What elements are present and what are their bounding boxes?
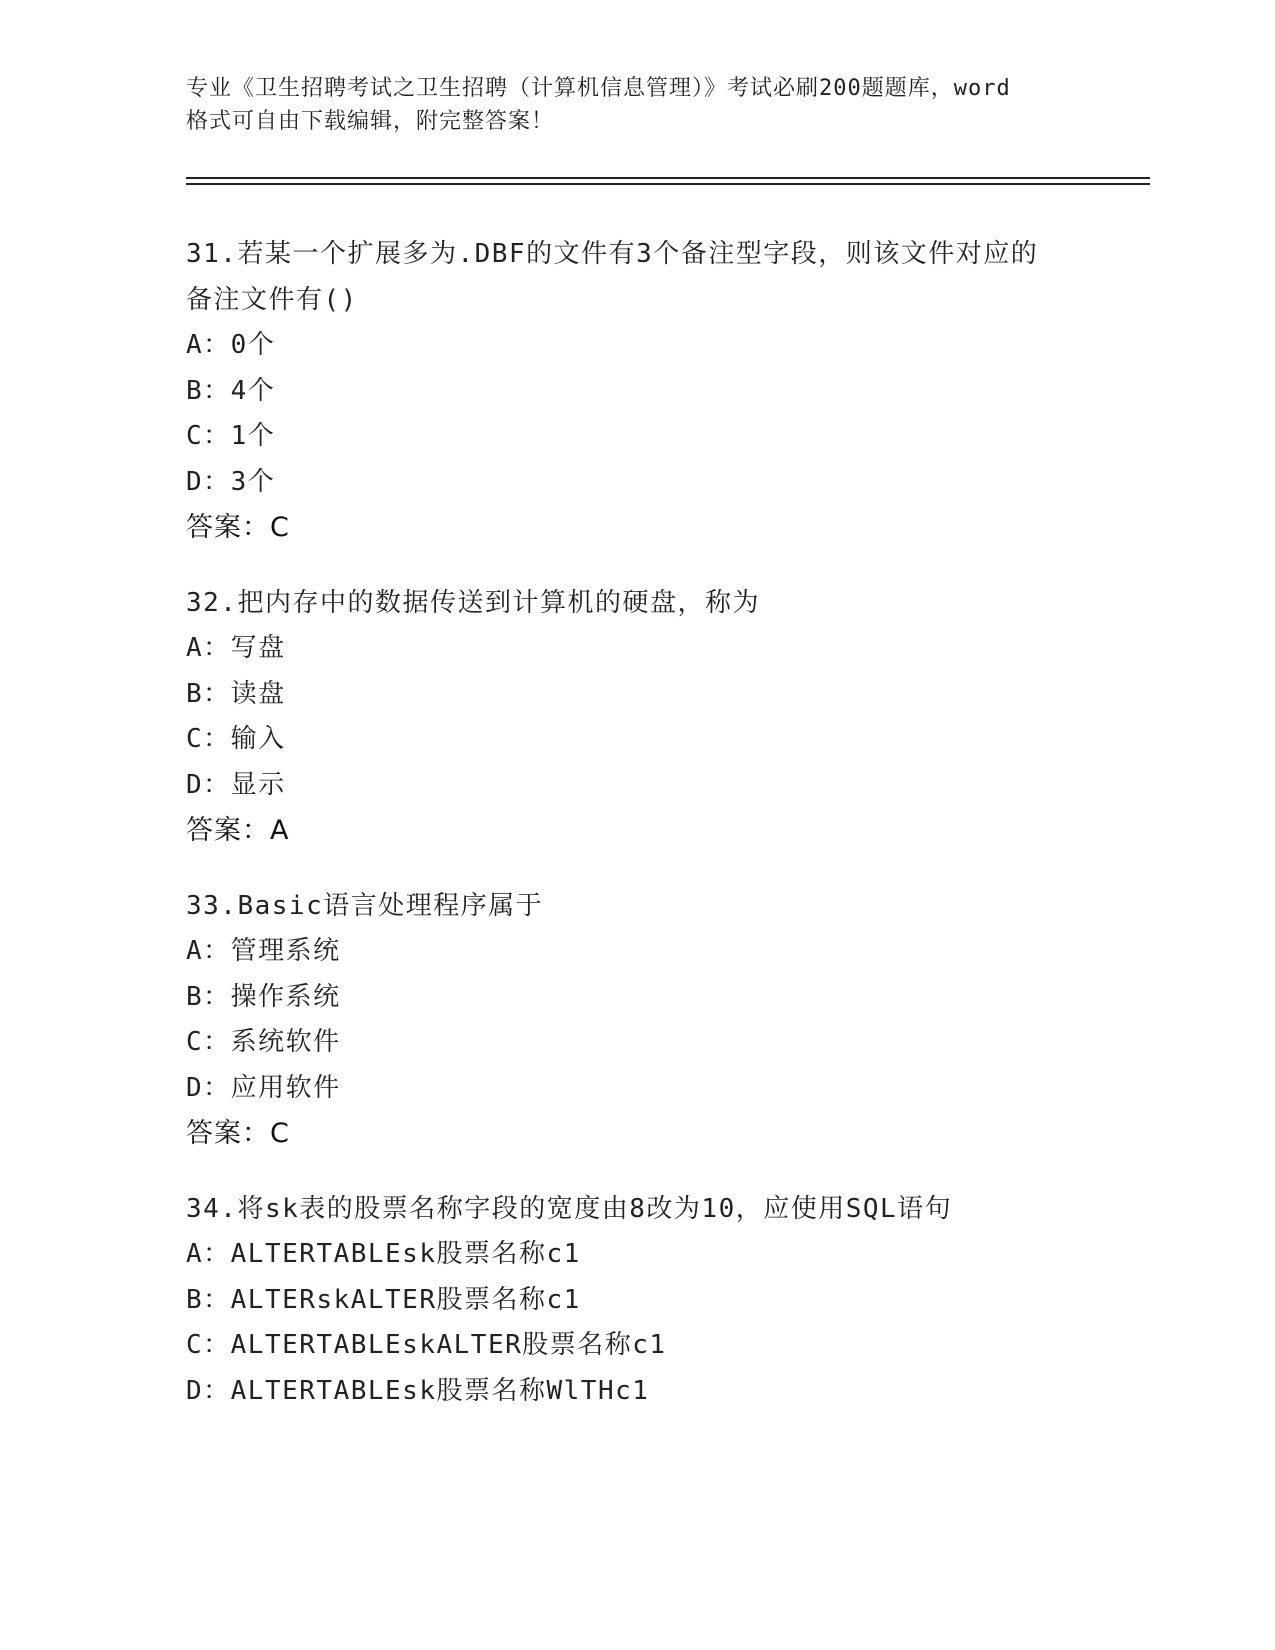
option-d: D：3个: [186, 466, 276, 497]
option-b: B：操作系统: [186, 981, 341, 1012]
option-a: A：ALTERTABLEsk股票名称c1: [186, 1239, 581, 1269]
question-stem: 31.若某一个扩展多为.DBF的文件有3个备注型字段，则该文件对应的: [186, 239, 1039, 269]
question-34: [186, 1187, 1086, 1415]
header-divider-top: [186, 177, 1150, 179]
question-33: [186, 884, 1086, 1157]
header-divider-bottom: [186, 183, 1150, 185]
header-line-2: 格式可自由下载编辑，附完整答案！: [186, 109, 555, 134]
question-stem: 34.将sk表的股票名称字段的宽度由8改为10，应使用SQL语句: [186, 1193, 953, 1224]
question-stem: 33.Basic语言处理程序属于: [186, 890, 544, 921]
option-d: D：显示: [186, 769, 286, 800]
option-c: C：系统软件: [186, 1027, 341, 1057]
option-b: B：ALTERskALTER股票名称c1: [186, 1284, 581, 1315]
option-c: C：1个: [186, 421, 276, 451]
question-stem: 32.把内存中的数据传送到计算机的硬盘，称为: [186, 587, 760, 618]
option-b: B：读盘: [186, 678, 286, 709]
answer: 答案：A: [186, 815, 290, 846]
option-d: D：应用软件: [186, 1072, 341, 1103]
question-31: [186, 232, 1086, 551]
document-header: [186, 72, 1086, 138]
option-c: C：ALTERTABLEskALTER股票名称c1: [186, 1330, 667, 1360]
option-d: D：ALTERTABLEsk股票名称WlTHc1: [186, 1375, 650, 1406]
answer: 答案：C: [186, 1118, 290, 1149]
question-stem-continued: 备注文件有(): [186, 284, 358, 315]
question-list: [186, 232, 1086, 1444]
answer: 答案：C: [186, 512, 290, 543]
option-c: C：输入: [186, 724, 286, 754]
option-a: A：写盘: [186, 633, 286, 663]
question-32: [186, 581, 1086, 854]
header-line-1: 专业《卫生招聘考试之卫生招聘（计算机信息管理）》考试必刷200题题库，word: [186, 76, 1011, 101]
option-a: A：管理系统: [186, 936, 341, 966]
option-a: A：0个: [186, 330, 276, 360]
option-b: B：4个: [186, 375, 276, 406]
